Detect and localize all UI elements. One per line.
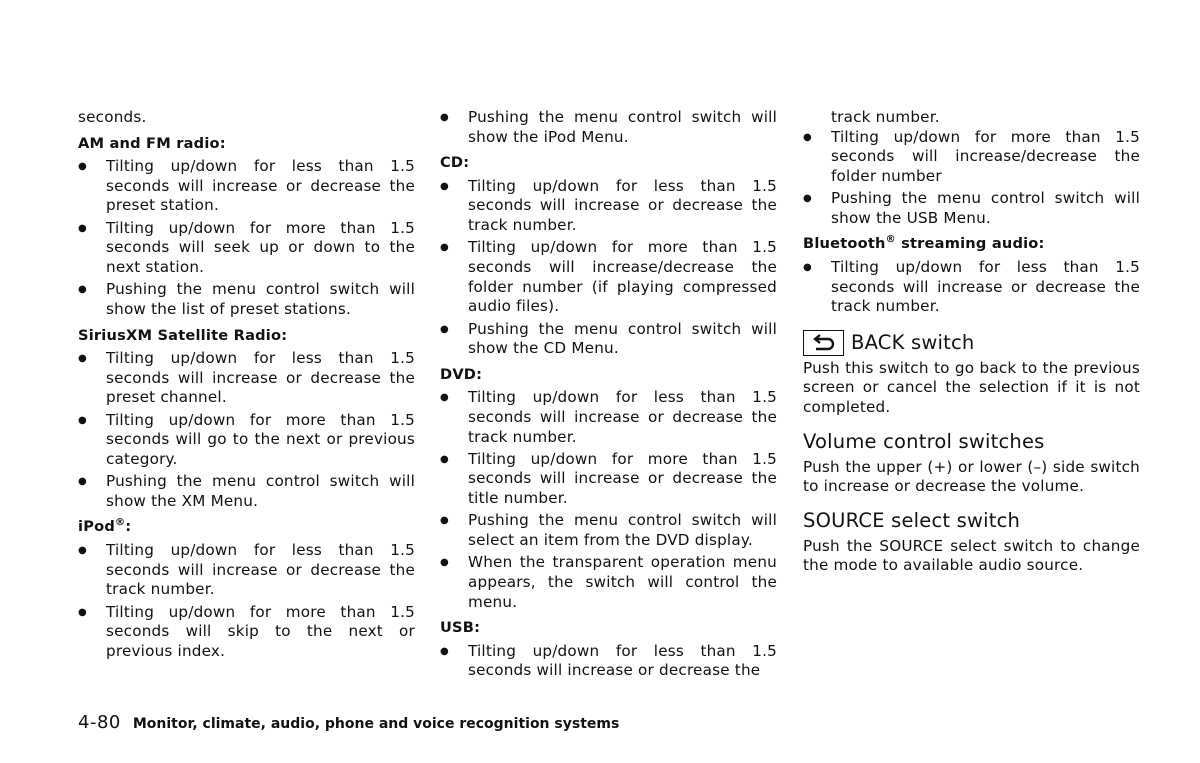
section-title: Monitor, climate, audio, phone and voice recognition systems [132,716,620,732]
heading-cd: CD: [440,154,470,172]
siriusxm-list [78,349,415,511]
page-number: 4-80 [78,712,121,733]
heading-bluetooth-text: Bluetooth [803,235,886,253]
column-1 [78,108,415,664]
list-item: ● Tilting up/down for more than 1.5 seconds will go to the next or previous category. [78,411,415,470]
list-item: ● Tilting up/down for less than 1.5 seconds will increase or decrease the track number. [78,541,415,600]
list-item: ● Tilting up/down for less than 1.5 seconds will increase or decrease the preset station. [78,157,415,216]
heading-am-fm: AM and FM radio: [78,134,226,152]
heading-dvd: DVD: [440,365,483,383]
back-switch-heading [803,330,1140,356]
column-2 [440,108,777,684]
list-item: ● Pushing the menu control switch will show the CD Menu. [440,320,777,359]
list-item: ● Pushing the menu control switch will select an item from the DVD display. [440,511,777,550]
page-footer [78,712,619,733]
volume-switch-title: Volume control switches [803,429,1045,453]
list-item: ● Tilting up/down for more than 1.5 seconds will seek up or down to the next station. [78,219,415,278]
list-item: ● Pushing the menu control switch will show the XM Menu. [78,472,415,511]
back-switch-text: Push this switch to go back to the previous screen or cancel the selection if it is not completed. [803,358,1140,416]
list-item: ● Tilting up/down for more than 1.5 seconds will increase/decrease the folder number (if playing compressed audio files). [440,238,777,316]
usb-continued-list [803,128,1140,229]
continued-text: seconds. [78,108,147,126]
bluetooth-list [803,258,1140,317]
heading-siriusxm: SiriusXM Satellite Radio: [78,326,288,344]
ipod-continued-list [440,108,777,147]
heading-ipod [78,517,415,537]
cd-list [440,177,777,359]
list-item: ● Pushing the menu control switch will show the list of preset stations. [78,280,415,319]
list-item: ● Tilting up/down for less than 1.5 seconds will increase or decrease the track number. [803,258,1140,317]
list-item: ● Tilting up/down for less than 1.5 seconds will increase or decrease the preset channel. [78,349,415,408]
list-item: ● When the transparent operation menu appears, the switch will control the menu. [440,553,777,612]
heading-usb: USB: [440,619,481,637]
usb-list [440,642,777,681]
list-item: ● Pushing the menu control switch will show the iPod Menu. [440,108,777,147]
back-arrow-icon [803,330,844,356]
heading-ipod-text: iPod [78,518,115,536]
list-item: ● Tilting up/down for less than 1.5 seconds will increase or decrease the track number. [440,388,777,447]
list-item: ● Tilting up/down for less than 1.5 seconds will increase or decrease the track number. [440,177,777,236]
list-item: ● Pushing the menu control switch will show the USB Menu. [803,189,1140,228]
heading-bluetooth-suffix: streaming audio: [895,235,1045,253]
registered-mark: ® [885,234,896,246]
list-item: ● Tilting up/down for more than 1.5 seconds will increase/decrease the folder number [803,128,1140,187]
continued-text: track number. [831,108,940,126]
ipod-list [78,541,415,661]
registered-mark: ® [114,517,126,529]
list-item: ● Tilting up/down for more than 1.5 seconds will skip to the next or previous index. [78,603,415,662]
list-item: ● Tilting up/down for more than 1.5 seconds will increase or decrease the title number. [440,450,777,509]
heading-ipod-suffix: : [125,518,132,536]
source-switch-text: Push the SOURCE select switch to change the mode to available audio source. [803,536,1140,575]
list-item: ● Tilting up/down for less than 1.5 seconds will increase or decrease the [440,642,777,681]
source-switch-title: SOURCE select switch [803,508,1021,532]
back-switch-title: BACK switch [851,330,975,354]
dvd-list [440,388,777,612]
column-3 [803,108,1140,576]
heading-bluetooth [803,234,1140,254]
am-fm-list [78,157,415,319]
volume-switch-text: Push the upper (+) or lower (–) side switch to increase or decrease the volume. [803,457,1140,496]
